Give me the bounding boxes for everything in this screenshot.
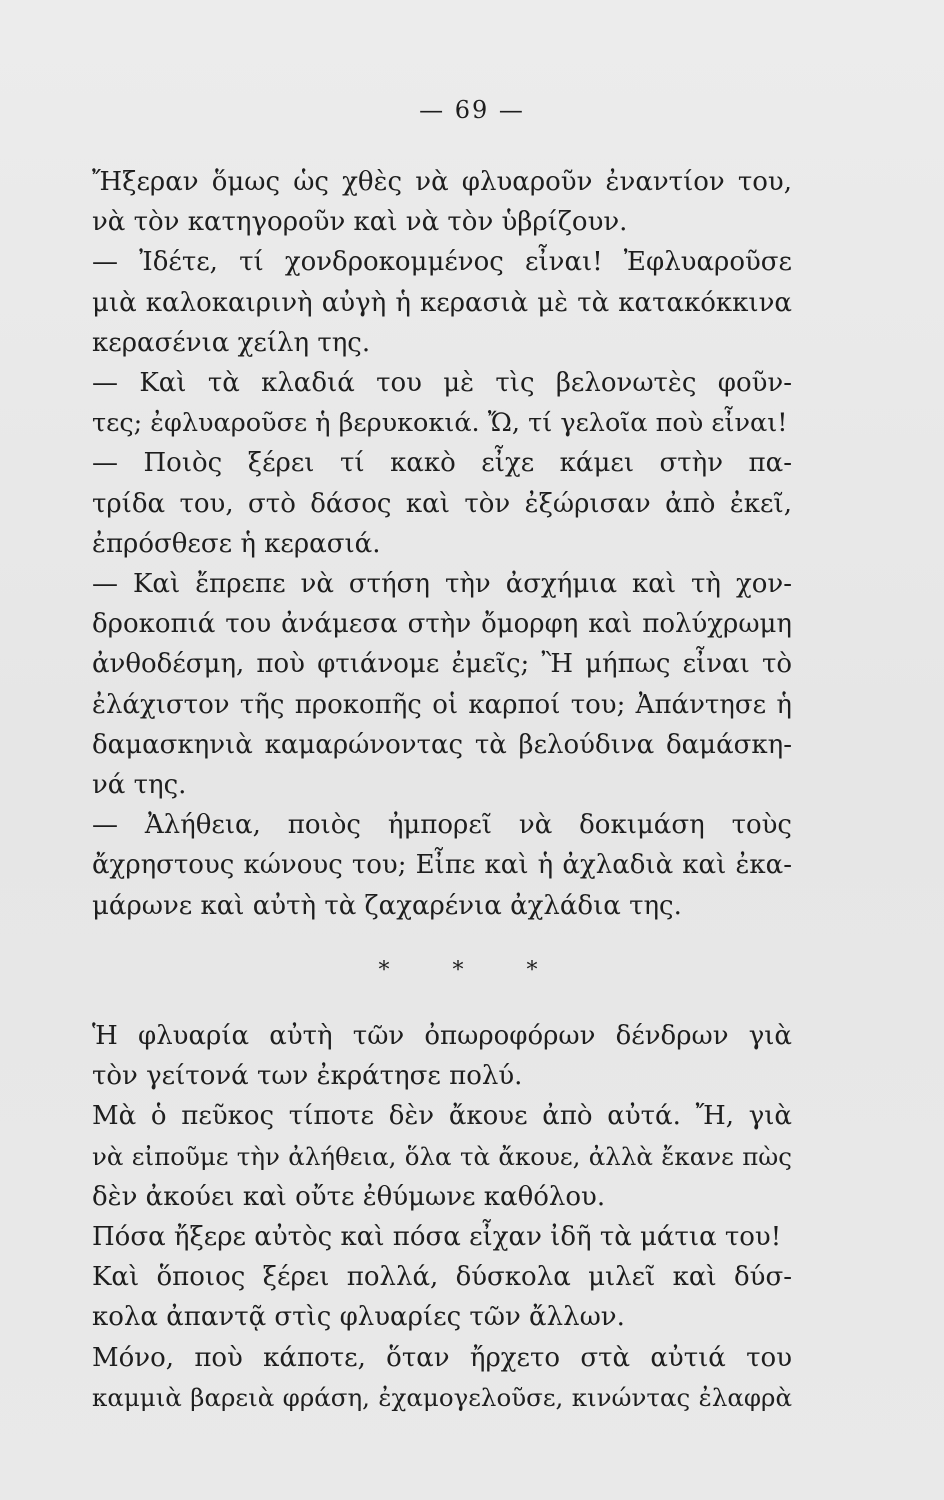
text-line: Πόσα ἤξερε αὐτὸς καὶ πόσα εἶχαν ἰδῆ τὰ μάτια του! bbox=[92, 1222, 782, 1253]
text-line: δαμασκηνιὰ καμαρώνοντας τὰ βελούδινα δαμάσκη- bbox=[92, 729, 792, 760]
text-line: Καὶ ὅποιος ξέρει πολλά, δύσκολα μιλεῖ καὶ δύσ- bbox=[92, 1262, 792, 1293]
text-line: — Ἀλήθεια, ποιὸς ἠμπορεῖ νὰ δοκιμάση τοὺς bbox=[92, 810, 792, 841]
text-line: νὰ τὸν κατηγοροῦν καὶ νὰ τὸν ὑβρίζουν. bbox=[92, 207, 628, 238]
text-line: μάρωνε καὶ αὐτὴ τὰ ζαχαρένια ἀχλάδια της. bbox=[92, 890, 682, 921]
text-line: — Καὶ ἔπρεπε νὰ στήση τὴν ἀσχήμια καὶ τὴ χον- bbox=[92, 569, 792, 600]
section-separator: * * * bbox=[378, 958, 566, 983]
text-line: Ἡ φλυαρία αὐτὴ τῶν ὀπωροφόρων δένδρων γιὰ bbox=[92, 1021, 792, 1051]
text-line: δροκοπιά του ἀνάμεσα στὴν ὄμορφη καὶ πολύχρωμη bbox=[92, 609, 792, 640]
text-line: τρίδα του, στὸ δάσος καὶ τὸν ἐξώρισαν ἀπὸ ἐκεῖ, bbox=[92, 488, 792, 519]
text-line: κολα ἀπαντᾷ στὶς φλυαρίες τῶν ἄλλων. bbox=[92, 1302, 625, 1333]
text-block-lower bbox=[92, 1016, 792, 1418]
text-line: — Ἰδέτε, τί χονδροκομμένος εἶναι! Ἐφλυαροῦσε bbox=[92, 247, 792, 278]
text-block-upper bbox=[92, 162, 792, 926]
text-line: Μόνο, ποὺ κάποτε, ὅταν ἤρχετο στὰ αὐτιά του bbox=[92, 1342, 792, 1373]
text-line: καμμιὰ βαρειὰ φράση, ἐχαμογελοῦσε, κινώντας ἐλαφρὰ bbox=[92, 1382, 792, 1412]
text-line: δὲν ἀκούει καὶ οὔτε ἐθύμωνε καθόλου. bbox=[92, 1181, 606, 1212]
text-line: μιὰ καλοκαιρινὴ αὐγὴ ἡ κερασιὰ μὲ τὰ κατακόκκινα bbox=[92, 287, 792, 318]
text-line: ἀνθοδέσμη, ποὺ φτιάνομε ἐμεῖς; Ἢ μήπως εἶναι τὸ bbox=[92, 649, 792, 680]
text-line: τες; ἐφλυαροῦσε ἡ βερυκοκιά. Ὤ, τί γελοῖα ποὺ εἶναι! bbox=[92, 408, 788, 439]
text-line: — Ποιὸς ξέρει τί κακὸ εἶχε κάμει στὴν πα- bbox=[92, 448, 792, 479]
text-line: ἐλάχιστον τῆς προκοπῆς οἱ καρποί του; Ἀπάντησε ἡ bbox=[92, 689, 792, 720]
page-number: — 69 — bbox=[419, 96, 525, 124]
text-line: κερασένια χείλη της. bbox=[92, 327, 371, 358]
text-line: Ἤξεραν ὅμως ὡς χθὲς νὰ φλυαροῦν ἐναντίον του, bbox=[92, 167, 792, 197]
text-line: τὸν γείτονά των ἐκράτησε πολύ. bbox=[92, 1061, 523, 1092]
text-line: ἄχρηστους κώνους του; Εἶπε καὶ ἡ ἀχλαδιὰ καὶ ἐκα- bbox=[92, 850, 792, 881]
text-line: νὰ εἰποῦμε τὴν ἀλήθεια, ὅλα τὰ ἄκουε, ἀλλὰ ἔκανε πὼς bbox=[92, 1141, 792, 1171]
text-line: Μὰ ὁ πεῦκος τίποτε δὲν ἄκουε ἀπὸ αὐτά. Ἤ, γιὰ bbox=[92, 1101, 792, 1132]
text-line: — Καὶ τὰ κλαδιά του μὲ τὶς βελονωτὲς φοῦν- bbox=[92, 368, 792, 399]
text-line: νά της. bbox=[92, 770, 187, 801]
text-line: ἐπρόσθεσε ἡ κερασιά. bbox=[92, 528, 381, 559]
